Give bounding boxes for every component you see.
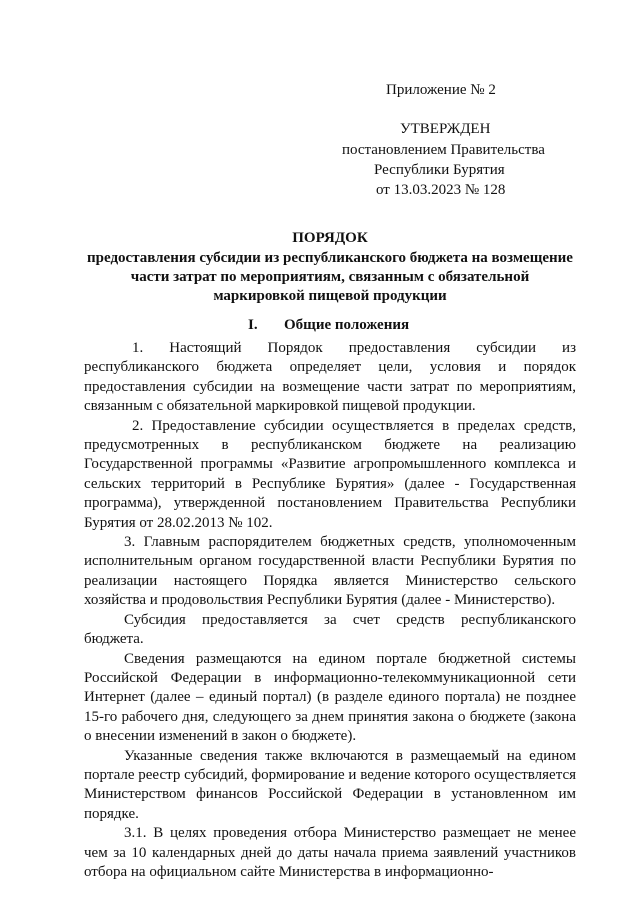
- paragraph-3: 3. Главным распорядителем бюджетных средств, уполномоченным исполнительным органом государственной власти Республики Бурятия по реализации настоящего Порядка является Министерство сельского хозяйства и продовольствия Республики Бурятия (далее - Министерство).: [84, 534, 576, 609]
- document-subtitle: предоставления субсидии из республиканского бюджета на возмещение части затрат по мероприятиям, связанным с обязательной маркировкой пищевой продукции: [87, 250, 573, 304]
- document-body: [84, 339, 576, 882]
- section-number: I.: [248, 317, 258, 333]
- paragraph-7: 3.1. В целях проведения отбора Министерство размещает не менее чем за 10 календарных дней до даты начала приема заявлений участников отбора на официальном сайте Министерства в информационно-: [84, 825, 576, 880]
- approval-line-resolution: постановлением Правительства: [342, 142, 545, 158]
- paragraph-1: 1. Настоящий Порядок предоставления субсидии из республиканского бюджета определяет цели, условия и порядок предоставления субсидии на возмещение части затрат по мероприятиям, связанным с обязательной маркировкой пищевой продукции.: [84, 340, 576, 415]
- paragraph-4: Субсидия предоставляется за счет средств республиканского бюджета.: [84, 611, 576, 648]
- approval-stamp: [318, 80, 578, 200]
- paragraph-2: 2. Предоставление субсидии осуществляется в пределах средств, предусмотренных в республиканском бюджете на реализацию Государственной программы «Развитие агропромышленного комплекса и сельских территорий в Республике Бурятия» (далее - Государственная программа), утвержденной постановлением Правительства Республики Бурятия от 28.02.2013 № 102.: [84, 417, 576, 531]
- approval-line-republic: Республики Бурятия: [374, 162, 505, 178]
- document-title: [84, 229, 576, 306]
- approval-line-date: от 13.03.2023 № 128: [376, 182, 506, 198]
- approved-label: УТВЕРЖДЕН: [400, 121, 491, 137]
- paragraph-5: Сведения размещаются на едином портале бюджетной системы Российской Федерации в информационно-телекоммуникационной сети Интернет (далее – единый портал) (в разделе единого портала) не позднее 15-го рабочего дня, следующего за днем принятия закона о бюджете (закона о внесении изменений в закон о бюджете).: [84, 650, 576, 745]
- page-title: ПОРЯДОК: [292, 230, 368, 246]
- paragraph-6: Указанные сведения также включаются в размещаемый на едином портале реестр субсидий, формирование и ведение которого осуществляется Министерством финансов Российской Федерации в установленном им порядке.: [84, 747, 576, 822]
- annex-label: Приложение № 2: [386, 82, 496, 98]
- section-title: Общие положения: [284, 317, 410, 333]
